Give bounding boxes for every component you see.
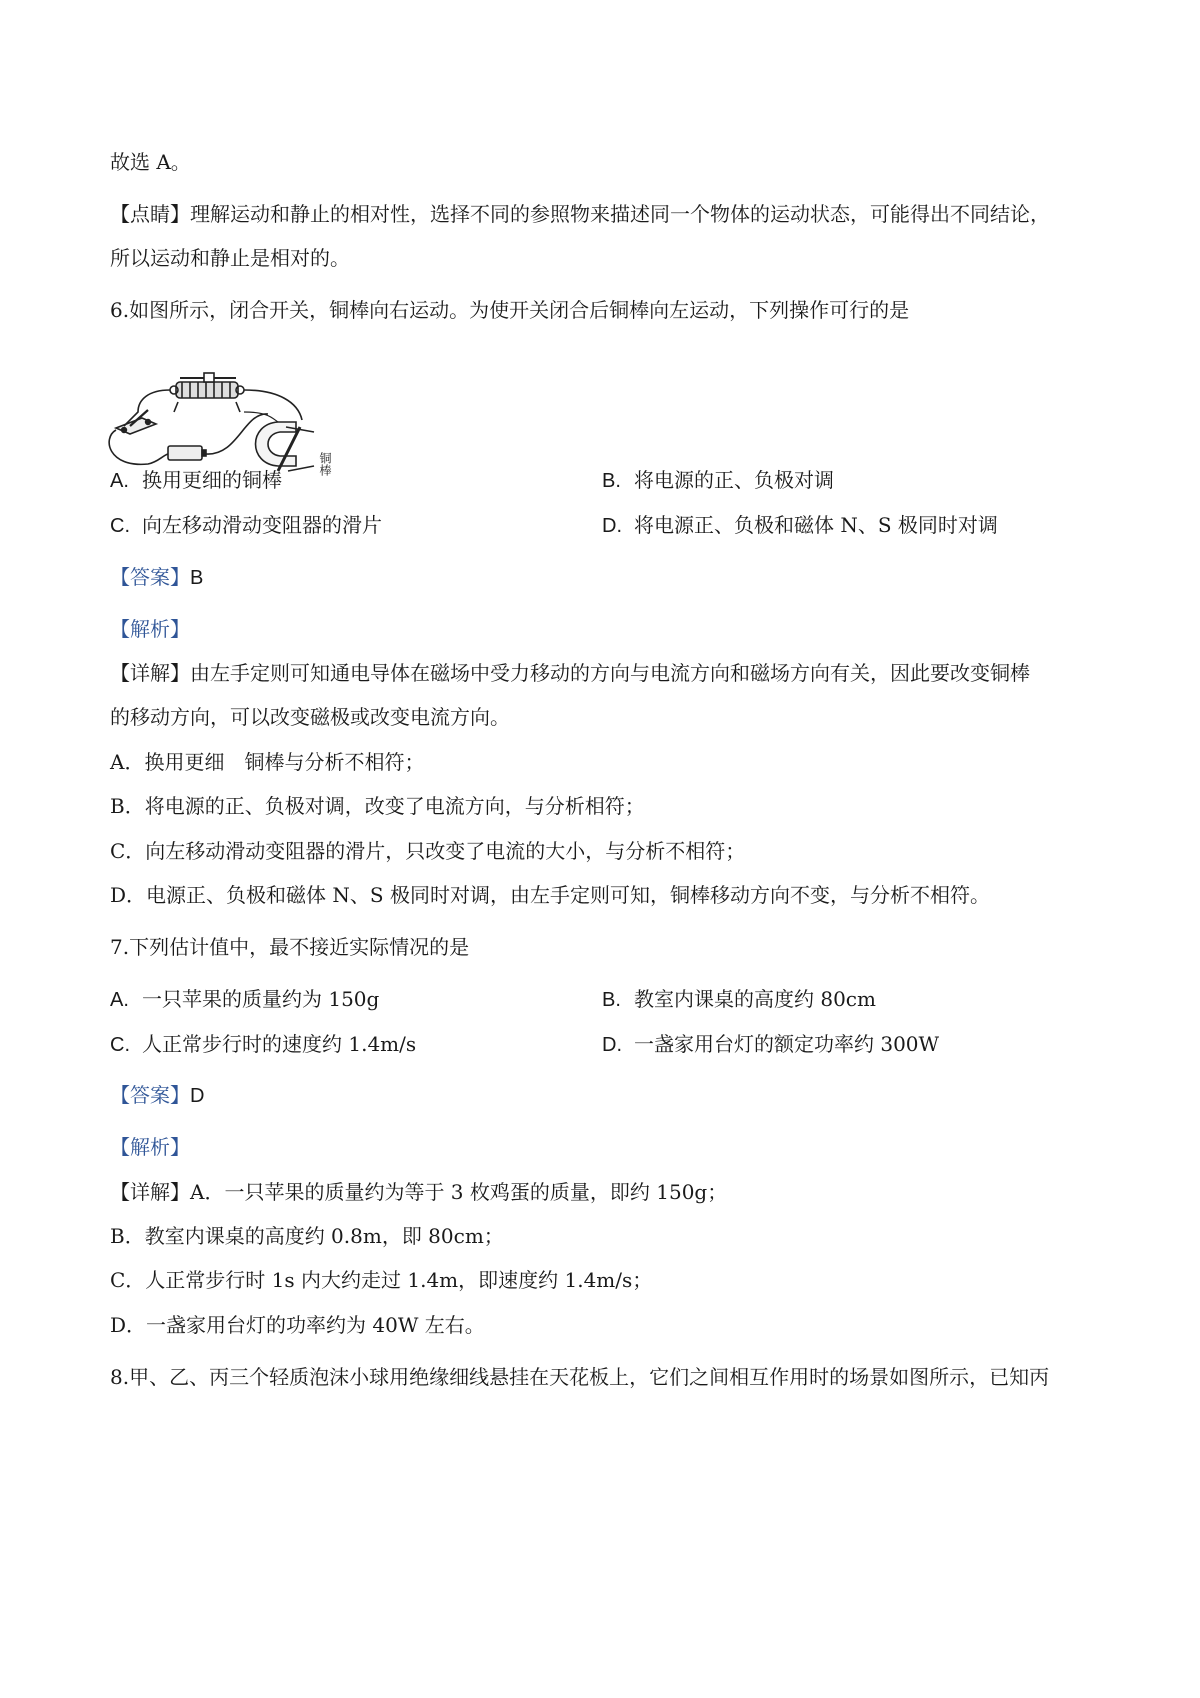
q7-option-a[interactable]: A. 一只苹果的质量约为 150g [110, 987, 380, 1011]
note-text-1: 理解运动和静止的相对性，选择不同的参照物来描述同一个物体的运动状态，可能得出不同结论， [190, 202, 1050, 226]
q6-explanation-d: D．电源正、负极和磁体 N、S 极同时对调，由左手定则可知，铜棒移动方向不变，与分析不相符。 [110, 883, 990, 907]
copper-rod-label: 铜棒 [318, 452, 332, 476]
q6-option-d[interactable]: D. 将电源正、负极和磁体 N、S 极同时对调 [602, 513, 998, 537]
q5-choice-line: 故选 A。 [110, 150, 191, 174]
magnet-icon [256, 422, 315, 471]
q6-stem: 6.如图所示，闭合开关，铜棒向右运动。为使开关闭合后铜棒向左运动，下列操作可行的是 [110, 298, 910, 322]
battery-icon [168, 446, 206, 460]
q5-note-line-1 [110, 200, 1050, 228]
q7-option-d[interactable]: D. 一盏家用台灯的额定功率约 300W [602, 1032, 940, 1056]
q7-analysis-tag: 【解析】 [110, 1135, 190, 1159]
q7-explanation-d: D．一盏家用台灯的功率约为 40W 左右。 [110, 1313, 485, 1337]
q7-option-c[interactable]: C. 人正常步行时的速度约 1.4m/s [110, 1032, 417, 1056]
rheostat-icon [170, 373, 244, 412]
answer-tag: 【答案】 [110, 565, 190, 589]
q7-stem: 7.下列估计值中，最不接近实际情况的是 [110, 935, 470, 959]
q6-explanation-c: C．向左移动滑动变阻器的滑片，只改变了电流的大小，与分析不相符； [110, 839, 746, 863]
q6-option-a[interactable]: A. 换用更细的铜棒 [110, 468, 282, 492]
q6-answer [110, 563, 203, 592]
note-tag: 【点睛】 [110, 202, 190, 226]
answer-tag: 【答案】 [110, 1083, 190, 1107]
detail-tag: 【详解】 [110, 661, 190, 685]
q6-option-c[interactable]: C. 向左移动滑动变阻器的滑片 [110, 513, 382, 537]
q6-explanation-a: A．换用更细 铜棒与分析不相符； [110, 750, 425, 774]
answer-value: B [190, 567, 204, 589]
q6-detail-line-1: 【详解】由左手定则可知通电导体在磁场中受力移动的方向与电流方向和磁场方向有关，因此要改变铜棒 [110, 661, 1030, 685]
q6-detail-line-2: 的移动方向，可以改变磁极或改变电流方向。 [110, 705, 510, 729]
q5-note-line-2: 所以运动和静止是相对的。 [110, 246, 350, 270]
q7-option-b[interactable]: B. 教室内课桌的高度约 80cm [602, 987, 876, 1011]
q6-explanation-b: B．将电源的正、负极对调，改变了电流方向，与分析相符； [110, 794, 645, 818]
q6-option-b[interactable]: B. 将电源的正、负极对调 [602, 468, 834, 492]
circuit-figure [108, 372, 348, 480]
detail-tag: 【详解】 [110, 1180, 190, 1204]
q7-explanation-c: C．人正常步行时 1s 内大约走过 1.4m，即速度约 1.4m/s； [110, 1268, 653, 1292]
q7-explanation-b: B．教室内课桌的高度约 0.8m，即 80cm； [110, 1224, 504, 1248]
q7-answer [110, 1081, 204, 1110]
q6-analysis-tag: 【解析】 [110, 617, 190, 641]
q8-stem: 8.甲、乙、丙三个轻质泡沫小球用绝缘细线悬挂在天花板上，它们之间相互作用时的场景如图所示，已知丙 [110, 1365, 1050, 1389]
answer-value: D [190, 1085, 205, 1107]
q7-detail-line-1: 【详解】A．一只苹果的质量约为等于 3 枚鸡蛋的质量，即约 150g； [110, 1180, 728, 1204]
